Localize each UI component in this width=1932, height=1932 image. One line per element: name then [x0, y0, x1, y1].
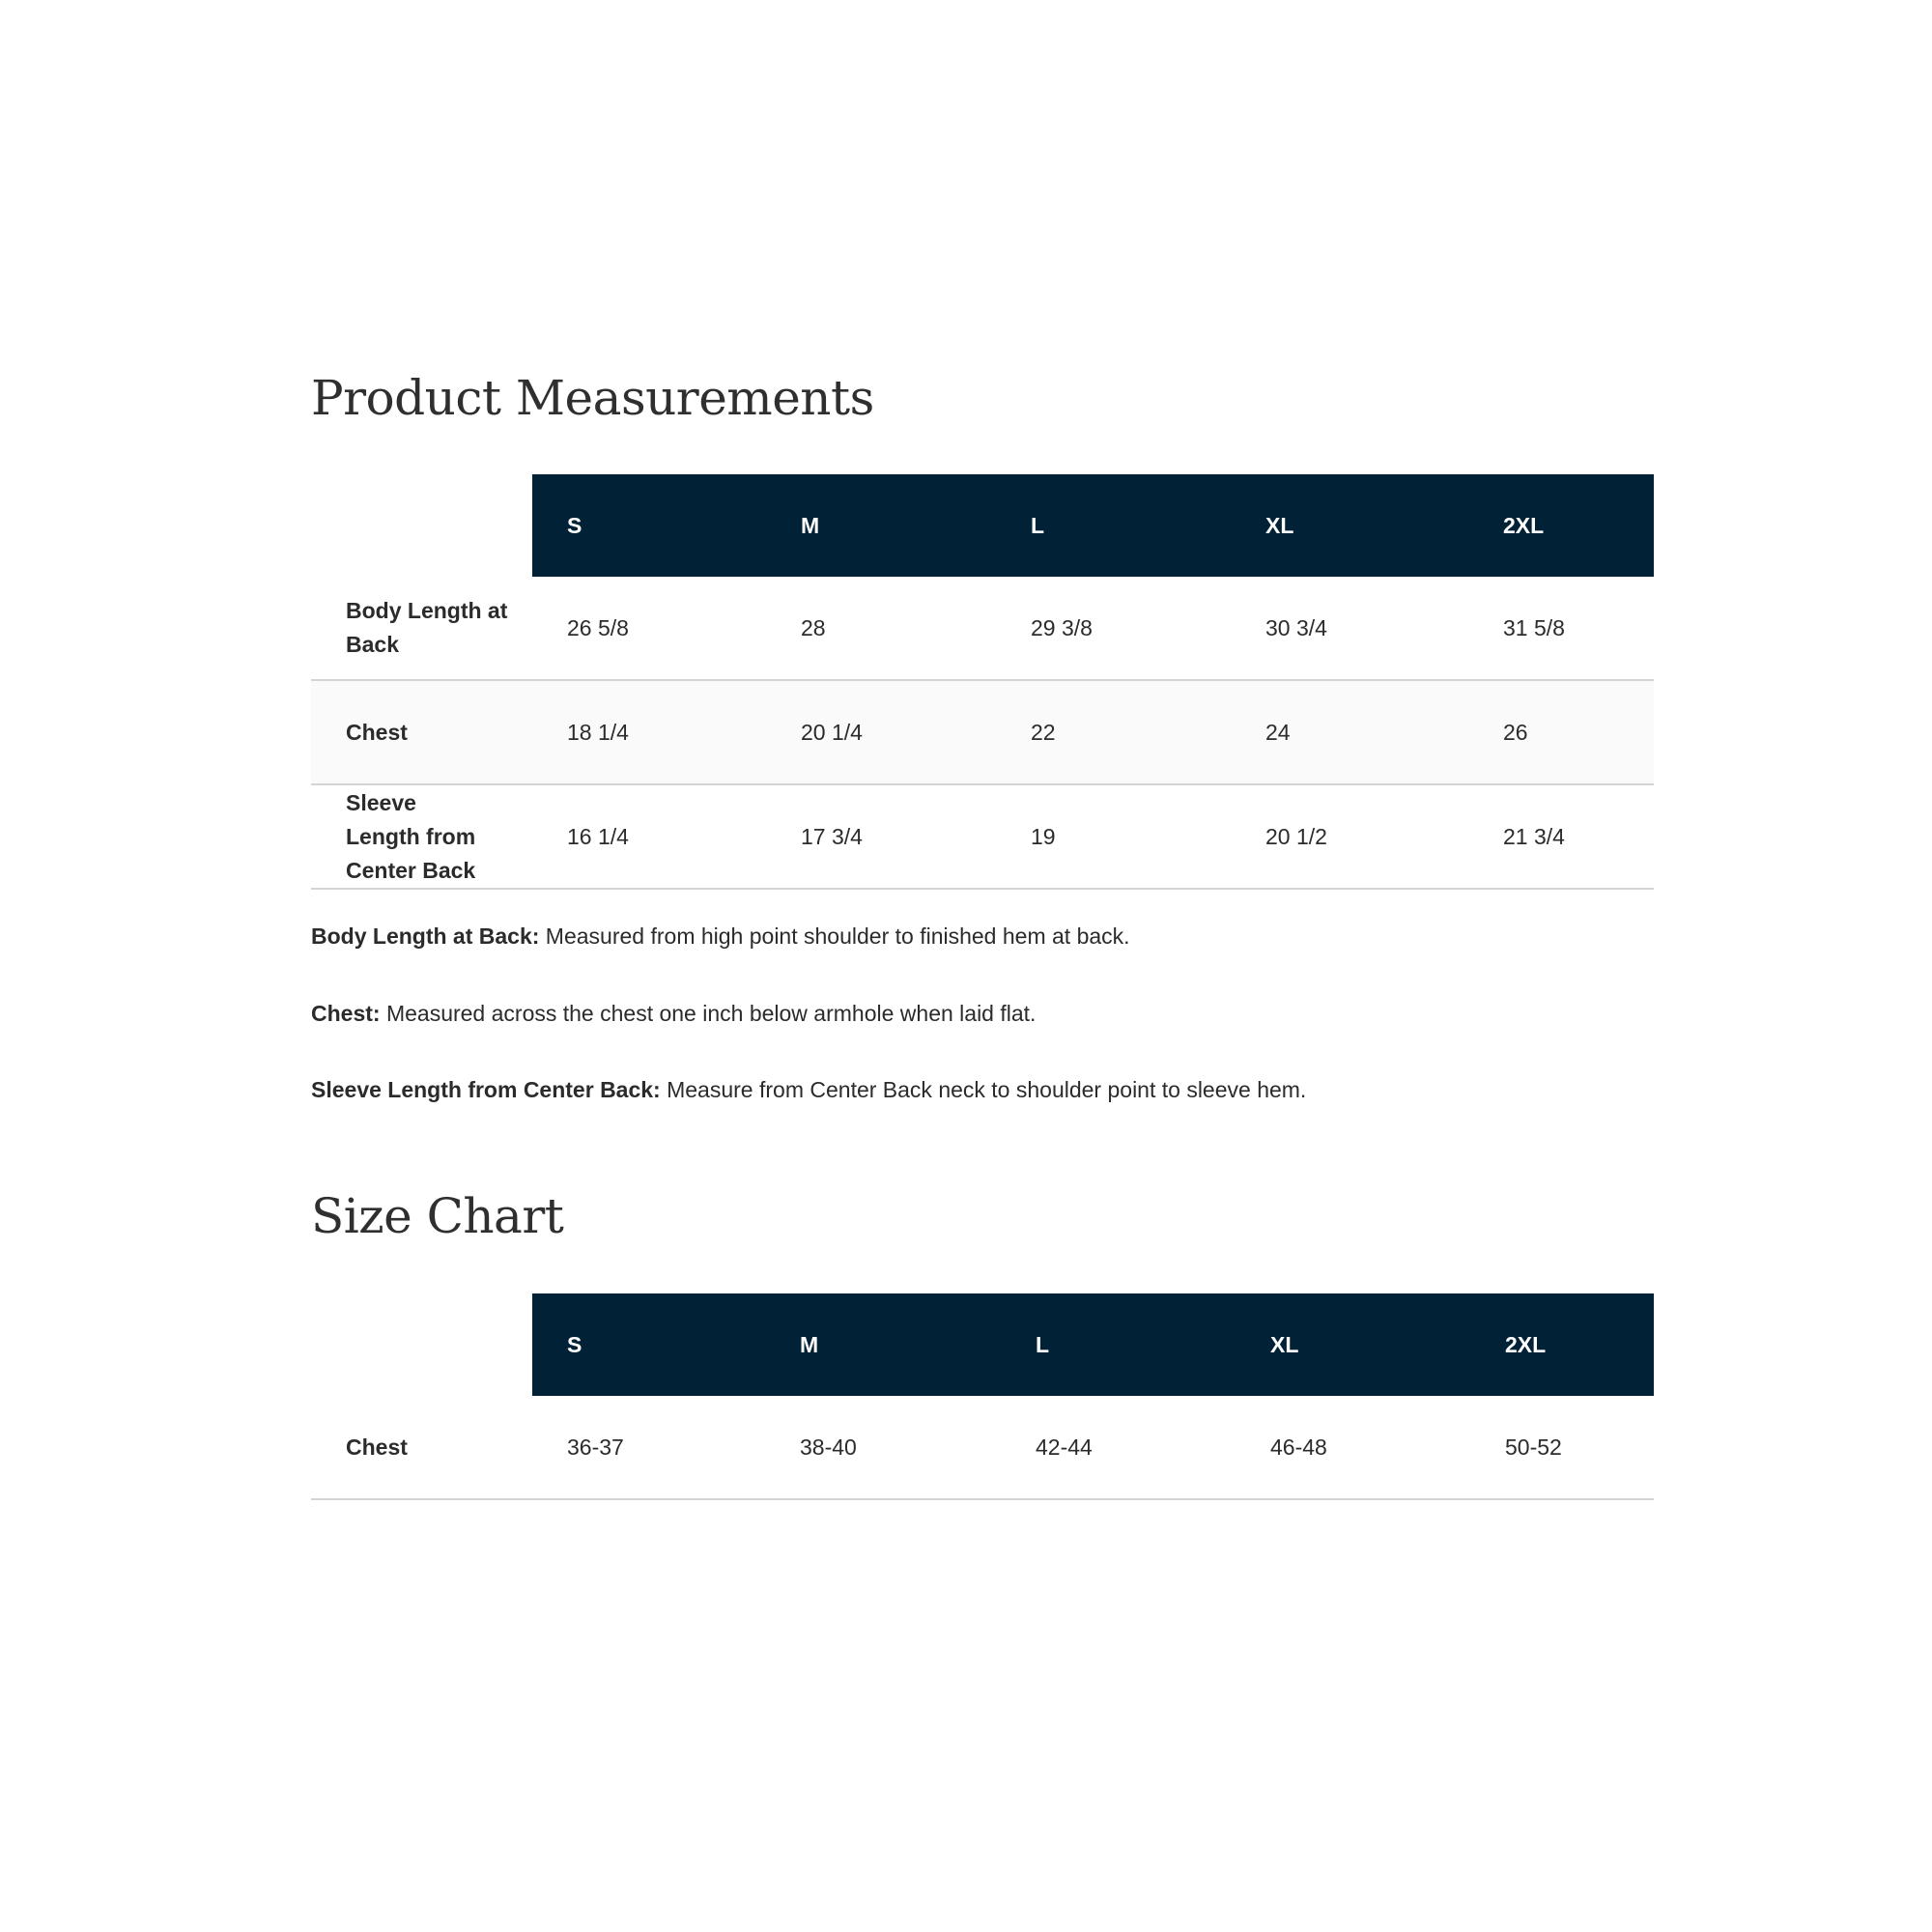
note-text: Measured across the chest one inch below armhole when laid flat.: [380, 1001, 1037, 1026]
cell-value: 18 1/4: [567, 719, 629, 745]
measurements-table-header: [532, 474, 1654, 577]
size-header-m: M: [800, 1332, 819, 1357]
cell-value: 30 3/4: [1265, 614, 1327, 640]
cell-value: 31 5/8: [1503, 614, 1565, 640]
note-text: Measure from Center Back neck to shoulder point to sleeve hem.: [660, 1077, 1307, 1102]
size-header-2xl: 2XL: [1505, 1332, 1547, 1357]
size-header-l: L: [1031, 513, 1045, 538]
row-label-sleeve-length: Sleeve Length from Center Back: [346, 789, 476, 883]
cell-value: 20 1/2: [1265, 823, 1327, 849]
cell-value: 29 3/8: [1031, 614, 1093, 640]
cell-value: 38-40: [800, 1434, 857, 1460]
size-header-xl: XL: [1270, 1332, 1299, 1357]
size-chart-table: [311, 1293, 1654, 1500]
measurements-table: [311, 474, 1654, 888]
size-header-s: S: [567, 1332, 582, 1357]
row-label-chest: Chest: [346, 1434, 408, 1460]
cell-value: 26 5/8: [567, 614, 629, 640]
table-row: [311, 1396, 1654, 1500]
table-row: [311, 785, 1654, 890]
cell-value: 17 3/4: [801, 823, 863, 849]
note-body-length: [311, 923, 1130, 950]
note-sleeve-length: [311, 1077, 1306, 1103]
cell-value: 26: [1503, 719, 1528, 745]
size-header-s: S: [567, 513, 582, 538]
row-label-chest: Chest: [346, 719, 408, 745]
cell-value: 24: [1265, 719, 1291, 745]
cell-value: 21 3/4: [1503, 823, 1565, 849]
size-chart-title: Size Chart: [311, 1188, 564, 1244]
row-label-body-length: Body Length at Back: [346, 598, 508, 657]
cell-value: 28: [801, 614, 826, 640]
note-term: Chest:: [311, 1001, 381, 1026]
note-chest: [311, 1001, 1036, 1027]
cell-value: 36-37: [567, 1434, 624, 1460]
cell-value: 16 1/4: [567, 823, 629, 849]
cell-value: 50-52: [1505, 1434, 1562, 1460]
cell-value: 42-44: [1036, 1434, 1093, 1460]
size-header-m: M: [801, 513, 820, 538]
cell-value: 22: [1031, 719, 1056, 745]
size-header-2xl: 2XL: [1503, 513, 1545, 538]
cell-value: 46-48: [1270, 1434, 1327, 1460]
size-chart-header: [532, 1293, 1654, 1396]
note-text: Measured from high point shoulder to finished hem at back.: [539, 923, 1130, 949]
cell-value: 19: [1031, 823, 1056, 849]
product-measurements-title: Product Measurements: [311, 370, 874, 426]
note-term: Sleeve Length from Center Back:: [311, 1077, 661, 1102]
size-header-xl: XL: [1265, 513, 1294, 538]
table-row: [311, 681, 1654, 785]
cell-value: 20 1/4: [801, 719, 863, 745]
table-row: [311, 577, 1654, 681]
note-term: Body Length at Back:: [311, 923, 540, 949]
size-header-l: L: [1036, 1332, 1050, 1357]
